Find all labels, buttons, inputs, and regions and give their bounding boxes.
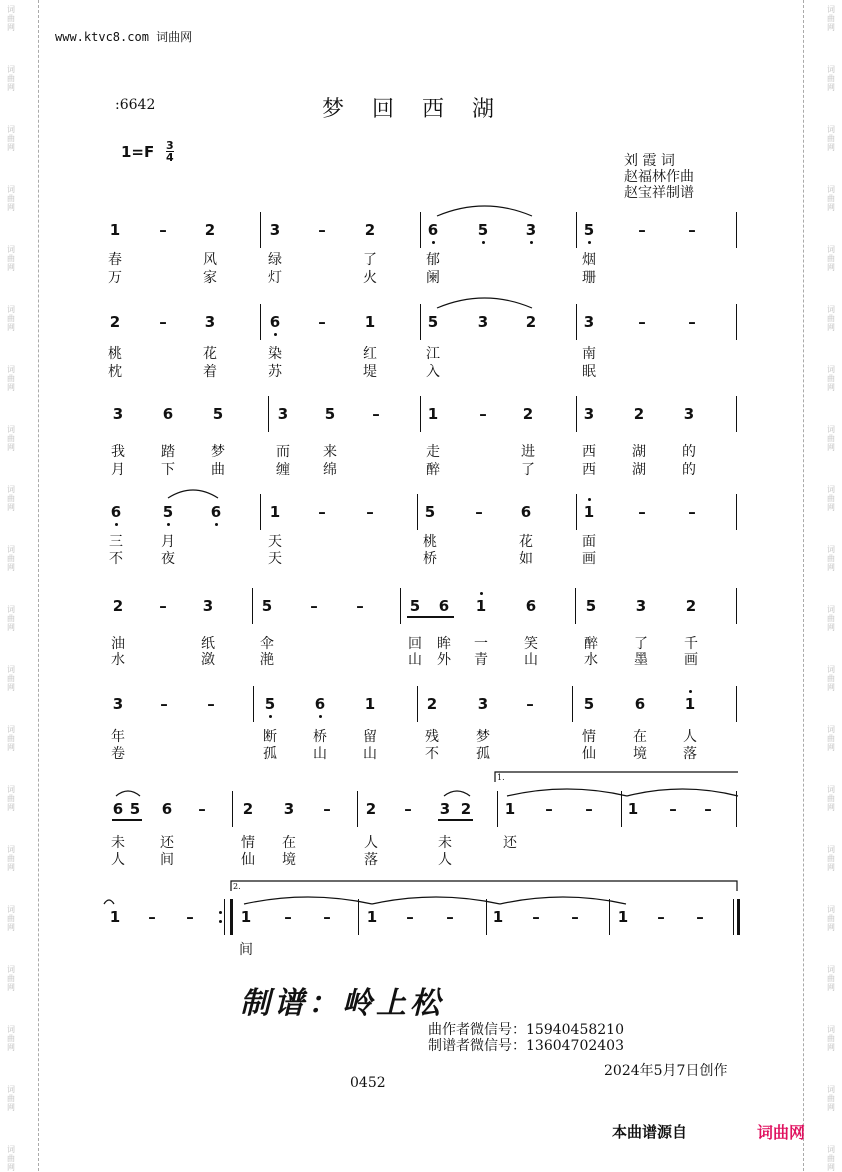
jianpu-note: 5	[129, 800, 141, 818]
jianpu-note: 6	[210, 503, 222, 521]
lyric-verse-1: 南	[582, 346, 596, 362]
jianpu-note: 5	[212, 405, 224, 423]
slur-arc	[627, 789, 738, 796]
side-watermark-text: 词 曲 网	[7, 605, 15, 632]
dash-mark: –	[366, 503, 374, 521]
jianpu-note: 3	[583, 405, 595, 423]
slur-arc	[116, 791, 140, 796]
jianpu-note: 3	[202, 597, 214, 615]
jianpu-note: 6	[269, 313, 281, 331]
lyric-verse-2: 墨	[634, 652, 648, 668]
jianpu-note: 3	[583, 313, 595, 331]
arranger-signature: 制谱：岭上松	[240, 986, 444, 1021]
jianpu-note: 5	[324, 405, 336, 423]
dash-mark: –	[526, 695, 534, 713]
side-watermark-text: 词 曲 网	[827, 485, 835, 512]
lyric-verse-2: 万	[108, 270, 122, 286]
volta-second-label: 2.	[233, 882, 241, 891]
jianpu-note: 6	[110, 503, 122, 521]
lyric-verse-1: 染	[268, 346, 282, 362]
jianpu-note: 2	[685, 597, 697, 615]
side-watermark-text: 词 曲 网	[827, 65, 835, 92]
side-watermark-text: 词 曲 网	[7, 425, 15, 452]
dash-mark: –	[159, 313, 167, 331]
lyric-verse-2: 山	[408, 652, 422, 668]
lyric-verse-2: 缠	[276, 462, 290, 478]
dash-mark: –	[323, 800, 331, 818]
lyric-verse-1: 纸	[201, 636, 215, 652]
lyric-verse-2: 境	[282, 852, 296, 868]
slur-arc	[168, 490, 218, 498]
lyric-verse-2: 西	[582, 462, 596, 478]
lyric-verse-2: 画	[582, 551, 596, 567]
side-watermark-text: 词 曲 网	[7, 665, 15, 692]
lyric-verse-2: 画	[684, 652, 698, 668]
jianpu-note: 1	[109, 908, 121, 926]
jianpu-note: 1	[627, 800, 639, 818]
lyric-verse-1: 湖	[632, 444, 646, 460]
jianpu-note: 3	[269, 221, 281, 239]
jianpu-note: 2	[633, 405, 645, 423]
lyric-verse-1: 桃	[423, 534, 437, 550]
side-watermark-text: 词 曲 网	[7, 245, 15, 272]
jianpu-note: 6	[314, 695, 326, 713]
lyric-verse-1: 情	[582, 729, 596, 745]
lyric-verse-1: 风	[203, 252, 217, 268]
lyric-verse-1: 伞	[260, 636, 274, 652]
side-watermark-text: 词 曲 网	[827, 305, 835, 332]
jianpu-note: 1	[269, 503, 281, 521]
lyric-verse-1: 残	[425, 729, 439, 745]
lyric-verse-1: 了	[363, 252, 377, 268]
key-signature: 1=F	[121, 143, 155, 161]
lyric-verse-2: 落	[683, 746, 697, 762]
jianpu-note: 5	[409, 597, 421, 615]
dash-mark: –	[318, 313, 326, 331]
lyric-verse-2: 月	[111, 462, 125, 478]
jianpu-note: 1	[364, 313, 376, 331]
slur-arc	[507, 789, 627, 796]
lyric-verse-2: 苏	[268, 364, 282, 380]
lyric-verse-2: 山	[313, 746, 327, 762]
side-watermark-text: 词 曲 网	[827, 245, 835, 272]
slur-arc	[437, 298, 532, 308]
lyric-verse-1: 三	[109, 534, 123, 550]
lyric-verse-2: 如	[519, 551, 533, 567]
lyric-verse-2: 山	[524, 652, 538, 668]
jianpu-note: 3	[683, 405, 695, 423]
lyric-verse-1: 郁	[426, 252, 440, 268]
lyric-verse-2: 着	[203, 364, 217, 380]
lyric-verse-2: 落	[364, 852, 378, 868]
jianpu-note: 1	[240, 908, 252, 926]
site-url[interactable]: www.ktvc8.com	[55, 30, 149, 44]
dash-mark: –	[446, 908, 454, 926]
lyric-verse-1: 醉	[584, 636, 598, 652]
lyric-verse-1: 在	[282, 835, 296, 851]
jianpu-note: 6	[112, 800, 124, 818]
jianpu-note: 1	[684, 695, 696, 713]
lyric-verse-1: 梦	[476, 729, 490, 745]
lyric-verse-1: 进	[521, 444, 535, 460]
side-watermark-text: 词 曲 网	[7, 845, 15, 872]
dash-mark: –	[323, 908, 331, 926]
side-watermark-text: 词 曲 网	[7, 965, 15, 992]
lyric-verse-2: 醉	[426, 462, 440, 478]
side-watermark-text: 词 曲 网	[827, 545, 835, 572]
lyric-verse-2: 天	[268, 551, 282, 567]
lyric-verse-1: 桃	[108, 346, 122, 362]
lyric-verse-1: 走	[426, 444, 440, 460]
dash-mark: –	[688, 503, 696, 521]
dash-mark: –	[479, 405, 487, 423]
page-title: 梦回西湖	[322, 97, 523, 122]
side-watermark-text: 词 曲 网	[827, 965, 835, 992]
side-watermark-text: 词 曲 网	[827, 665, 835, 692]
lyric-verse-1: 桥	[313, 729, 327, 745]
jianpu-note: 3	[204, 313, 216, 331]
jianpu-note: 3	[439, 800, 451, 818]
dash-mark: –	[148, 908, 156, 926]
dash-mark: –	[585, 800, 593, 818]
lyric-verse-1: 眸	[437, 636, 451, 652]
side-watermark-text: 词 曲 网	[827, 605, 835, 632]
side-watermark-text: 词 曲 网	[7, 65, 15, 92]
dash-mark: –	[669, 800, 677, 818]
side-watermark-text: 词 曲 网	[7, 125, 15, 152]
dash-mark: –	[704, 800, 712, 818]
lyric-verse-2: 湖	[632, 462, 646, 478]
jianpu-note: 1	[617, 908, 629, 926]
jianpu-note: 5	[264, 695, 276, 713]
song-id: :6642	[115, 97, 156, 113]
composer-wechat: 曲作者微信号：15940458210	[428, 1022, 624, 1038]
dash-mark: –	[638, 503, 646, 521]
slur-arc	[500, 897, 626, 904]
lyric-verse-1: 人	[683, 729, 697, 745]
side-watermark-text: 词 曲 网	[7, 905, 15, 932]
dash-mark: –	[372, 405, 380, 423]
dash-mark: –	[310, 597, 318, 615]
side-watermark-text: 词 曲 网	[827, 845, 835, 872]
jianpu-note: 2	[242, 800, 254, 818]
page-code: 0452	[350, 1075, 386, 1091]
time-top: 3	[166, 139, 174, 152]
jianpu-note: 2	[426, 695, 438, 713]
dash-mark: –	[406, 908, 414, 926]
side-watermark-text: 词 曲 网	[827, 185, 835, 212]
dash-mark: –	[284, 908, 292, 926]
side-watermark-text: 词 曲 网	[7, 545, 15, 572]
jianpu-note: 2	[460, 800, 472, 818]
jianpu-note: 5	[477, 221, 489, 239]
jianpu-note: 6	[438, 597, 450, 615]
side-watermark-text: 词 曲 网	[7, 305, 15, 332]
lyric-verse-2: 珊	[582, 270, 596, 286]
dash-mark: –	[532, 908, 540, 926]
side-watermark-text: 词 曲 网	[827, 785, 835, 812]
lyric-verse-1: 未	[111, 835, 125, 851]
jianpu-note: 3	[112, 695, 124, 713]
slur-arc	[444, 791, 470, 796]
lyric-verse-2: 孤	[476, 746, 490, 762]
lyric-verse-2: 水	[584, 652, 598, 668]
lyric-verse-2: 下	[161, 462, 175, 478]
lyric-verse-1: 人	[364, 835, 378, 851]
jianpu-note: 6	[634, 695, 646, 713]
dash-mark: –	[198, 800, 206, 818]
jianpu-note: 3	[525, 221, 537, 239]
jianpu-note: 3	[277, 405, 289, 423]
jianpu-note: 1	[364, 695, 376, 713]
slur-arc	[437, 206, 532, 216]
arranger-credit: 赵宝祥制谱	[624, 185, 694, 201]
jianpu-note: 6	[525, 597, 537, 615]
lyric-verse-1: 花	[203, 346, 217, 362]
dash-mark: –	[688, 221, 696, 239]
jianpu-note: 3	[283, 800, 295, 818]
slur-arc	[372, 897, 500, 904]
lyric-verse-1: 月	[161, 534, 175, 550]
lyric-verse-1: 来	[323, 444, 337, 460]
dash-mark: –	[696, 908, 704, 926]
lyric-verse-2: 孤	[263, 746, 277, 762]
side-watermark-text: 词 曲 网	[827, 725, 835, 752]
lyric-verse-1: 踏	[161, 444, 175, 460]
slur-arc	[244, 897, 372, 904]
side-watermark-text: 词 曲 网	[7, 1025, 15, 1052]
lyric-verse-1: 江	[426, 346, 440, 362]
side-watermark-text: 词 曲 网	[827, 1145, 835, 1172]
lyric-verse-2: 潋	[201, 652, 215, 668]
lyric-verse-1: 还	[503, 835, 517, 851]
lyric-verse-2: 夜	[161, 551, 175, 567]
lyric-verse-2: 的	[682, 462, 696, 478]
lyric-verse-1: 一	[474, 636, 488, 652]
lyric-verse-1: 绿	[268, 252, 282, 268]
arranger-wechat: 制谱者微信号：13604702403	[428, 1038, 624, 1054]
lyric-verse-2: 了	[521, 462, 535, 478]
dash-mark: –	[318, 221, 326, 239]
composer-credit: 赵福林作曲	[624, 169, 694, 185]
lyric-verse-2: 人	[438, 852, 452, 868]
lyric-verse-2: 山	[363, 746, 377, 762]
dash-mark: –	[475, 503, 483, 521]
jianpu-note: 2	[364, 221, 376, 239]
lyric-verse-2: 间	[160, 852, 174, 868]
lyric-verse-1: 未	[438, 835, 452, 851]
side-watermark-text: 词 曲 网	[827, 125, 835, 152]
jianpu-note: 1	[366, 908, 378, 926]
lyric-verse-2: 入	[426, 364, 440, 380]
dash-mark: –	[160, 695, 168, 713]
jianpu-note: 5	[424, 503, 436, 521]
lyric-verse-1: 笑	[524, 636, 538, 652]
side-watermark-text: 词 曲 网	[827, 905, 835, 932]
lyric-verse-1: 烟	[582, 252, 596, 268]
lyric-verse-1: 了	[634, 636, 648, 652]
dash-mark: –	[571, 908, 579, 926]
lyric-verse-2: 眠	[582, 364, 596, 380]
side-watermark-text: 词 曲 网	[7, 785, 15, 812]
lyric-verse-2: 堤	[363, 364, 377, 380]
lyricist-credit: 刘 霞 词	[624, 153, 675, 169]
lyric-verse-1: 面	[582, 534, 596, 550]
jianpu-note: 5	[261, 597, 273, 615]
jianpu-note: 2	[525, 313, 537, 331]
jianpu-note: 5	[583, 221, 595, 239]
lyric-verse-1: 西	[582, 444, 596, 460]
lyric-verse-1: 回	[408, 636, 422, 652]
lyric-verse-2: 绵	[323, 462, 337, 478]
side-watermark-text: 词 曲 网	[827, 5, 835, 32]
jianpu-note: 2	[109, 313, 121, 331]
dash-mark: –	[356, 597, 364, 615]
footer-brand-link[interactable]: 词曲网	[757, 1123, 806, 1142]
side-watermark-text: 词 曲 网	[827, 1085, 835, 1112]
lyric-verse-2: 青	[474, 652, 488, 668]
jianpu-note: 6	[161, 800, 173, 818]
lyric-verse-1: 花	[519, 534, 533, 550]
side-watermark-text: 词 曲 网	[7, 1085, 15, 1112]
jianpu-note: 1	[583, 503, 595, 521]
jianpu-note: 2	[365, 800, 377, 818]
jianpu-note: 1	[504, 800, 516, 818]
lyric-verse-1: 油	[111, 636, 125, 652]
jianpu-note: 5	[427, 313, 439, 331]
dash-mark: –	[207, 695, 215, 713]
lyric-verse-2: 枕	[108, 364, 122, 380]
lyric-verse-2: 桥	[423, 551, 437, 567]
dash-mark: –	[545, 800, 553, 818]
contact-info	[428, 1022, 624, 1054]
jianpu-note: 3	[635, 597, 647, 615]
dash-mark: –	[318, 503, 326, 521]
lyric-verse-2: 不	[425, 746, 439, 762]
lyric-verse-1: 还	[160, 835, 174, 851]
jianpu-note: 6	[520, 503, 532, 521]
jianpu-note: 1	[109, 221, 121, 239]
lyric-verse-2: 仙	[582, 746, 596, 762]
jianpu-note: 1	[427, 405, 439, 423]
time-bottom: 4	[166, 151, 174, 164]
lyric-verse-1: 断	[263, 729, 277, 745]
lyric-verse-1: 我	[111, 444, 125, 460]
lyric-verse-2: 阑	[426, 270, 440, 286]
lyric-verse-2: 仙	[241, 852, 255, 868]
lyric-verse-2: 火	[363, 270, 377, 286]
lyric-verse-1: 天	[268, 534, 282, 550]
lyric-verse-2: 外	[437, 652, 451, 668]
jianpu-note: 3	[477, 695, 489, 713]
jianpu-note: 2	[112, 597, 124, 615]
lyric-verse-2: 水	[111, 652, 125, 668]
slur-arc	[104, 900, 114, 904]
lyric-verse-1: 红	[363, 346, 377, 362]
dash-mark: –	[688, 313, 696, 331]
lyric-verse-1: 的	[682, 444, 696, 460]
jianpu-note: 5	[162, 503, 174, 521]
side-watermark-text: 词 曲 网	[7, 485, 15, 512]
dash-mark: –	[657, 908, 665, 926]
side-watermark-text: 词 曲 网	[7, 5, 15, 32]
jianpu-note: 5	[583, 695, 595, 713]
lyric-verse-1: 在	[633, 729, 647, 745]
lyric-verse-1: 春	[108, 252, 122, 268]
side-watermark-text: 词 曲 网	[7, 365, 15, 392]
lyric-verse-1: 间	[239, 942, 253, 958]
lyric-verse-2: 家	[203, 270, 217, 286]
lyric-verse-2: 卷	[111, 746, 125, 762]
dash-mark: –	[638, 221, 646, 239]
lyric-verse-2: 境	[633, 746, 647, 762]
side-watermark-text: 词 曲 网	[7, 1145, 15, 1172]
lyric-verse-1: 年	[111, 729, 125, 745]
side-watermark-text: 词 曲 网	[7, 185, 15, 212]
lyric-verse-2: 滟	[260, 652, 274, 668]
dash-mark: –	[404, 800, 412, 818]
side-watermark-text: 词 曲 网	[827, 365, 835, 392]
jianpu-note: 1	[492, 908, 504, 926]
dash-mark: –	[159, 221, 167, 239]
lyric-verse-2: 不	[109, 551, 123, 567]
jianpu-note: 1	[475, 597, 487, 615]
lyric-verse-2: 曲	[211, 462, 225, 478]
volta-second-bracket	[231, 881, 737, 891]
dash-mark: –	[186, 908, 194, 926]
lyric-verse-1: 留	[363, 729, 377, 745]
side-watermark-text: 词 曲 网	[827, 1025, 835, 1052]
side-watermark-text: 词 曲 网	[827, 425, 835, 452]
volta-first-label: 1.	[497, 773, 505, 782]
jianpu-note: 2	[204, 221, 216, 239]
site-name[interactable]: 词曲网	[156, 30, 193, 44]
jianpu-note: 6	[162, 405, 174, 423]
side-watermark-text: 词 曲 网	[7, 725, 15, 752]
lyric-verse-1: 而	[276, 444, 290, 460]
volta-first-bracket	[495, 772, 738, 782]
lyric-verse-1: 情	[241, 835, 255, 851]
jianpu-note: 3	[477, 313, 489, 331]
footer-source: 本曲谱源自	[612, 1123, 688, 1141]
creation-date: 2024年5月7日创作	[604, 1063, 728, 1079]
lyric-verse-2: 灯	[268, 270, 282, 286]
lyric-verse-1: 梦	[211, 444, 225, 460]
dash-mark: –	[159, 597, 167, 615]
jianpu-note: 5	[585, 597, 597, 615]
jianpu-note: 6	[427, 221, 439, 239]
dash-mark: –	[638, 313, 646, 331]
jianpu-note: 2	[522, 405, 534, 423]
lyric-verse-2: 人	[111, 852, 125, 868]
jianpu-note: 3	[112, 405, 124, 423]
lyric-verse-1: 千	[684, 636, 698, 652]
